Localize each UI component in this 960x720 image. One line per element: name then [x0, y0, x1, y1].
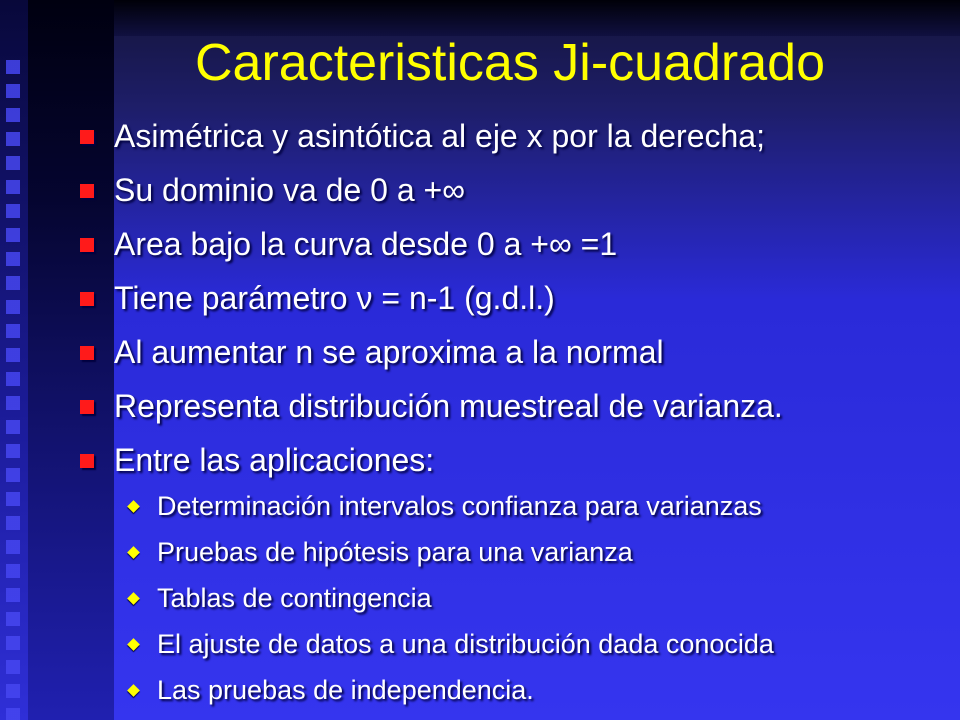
red-square-bullet-icon [80, 238, 94, 252]
dark-side-panel [28, 0, 114, 720]
red-square-bullet-icon [80, 130, 94, 144]
bullet-text: Representa distribución muestreal de varianza. [114, 388, 783, 424]
sub-bullet-text: Pruebas de hipótesis para una varianza [157, 537, 633, 567]
bullet-text: Al aumentar n se aproxima a la normal [114, 334, 664, 370]
sub-bullet-text: Las pruebas de independencia. [157, 675, 534, 705]
red-square-bullet-icon [80, 454, 94, 468]
red-square-bullet-icon [80, 346, 94, 360]
dark-top-bar [114, 0, 960, 36]
red-square-bullet-icon [80, 184, 94, 198]
bullet-text: Entre las aplicaciones: [114, 442, 435, 478]
yellow-diamond-bullet-icon [127, 638, 140, 651]
yellow-diamond-bullet-icon [127, 546, 140, 559]
red-square-bullet-icon [80, 400, 94, 414]
slide-title: Caracteristicas Ji-cuadrado [194, 34, 826, 92]
sub-bullet-text: El ajuste de datos a una distribución dada conocida [157, 629, 774, 659]
bullet-text: Su dominio va de 0 a +∞ [114, 172, 466, 208]
sub-bullet-text: Tablas de contingencia [157, 583, 432, 613]
red-square-bullet-icon [80, 292, 94, 306]
bullet-text: Tiene parámetro ν = n-1 (g.d.l.) [114, 280, 555, 316]
yellow-diamond-bullet-icon [127, 500, 140, 513]
yellow-diamond-bullet-icon [127, 592, 140, 605]
decorative-square-column [0, 60, 28, 720]
sub-bullet-text: Determinación intervalos confianza para varianzas [157, 491, 762, 521]
bullet-text: Area bajo la curva desde 0 a +∞ =1 [114, 226, 618, 262]
bullet-text: Asimétrica y asintótica al eje x por la derecha; [114, 118, 765, 154]
yellow-diamond-bullet-icon [127, 684, 140, 697]
